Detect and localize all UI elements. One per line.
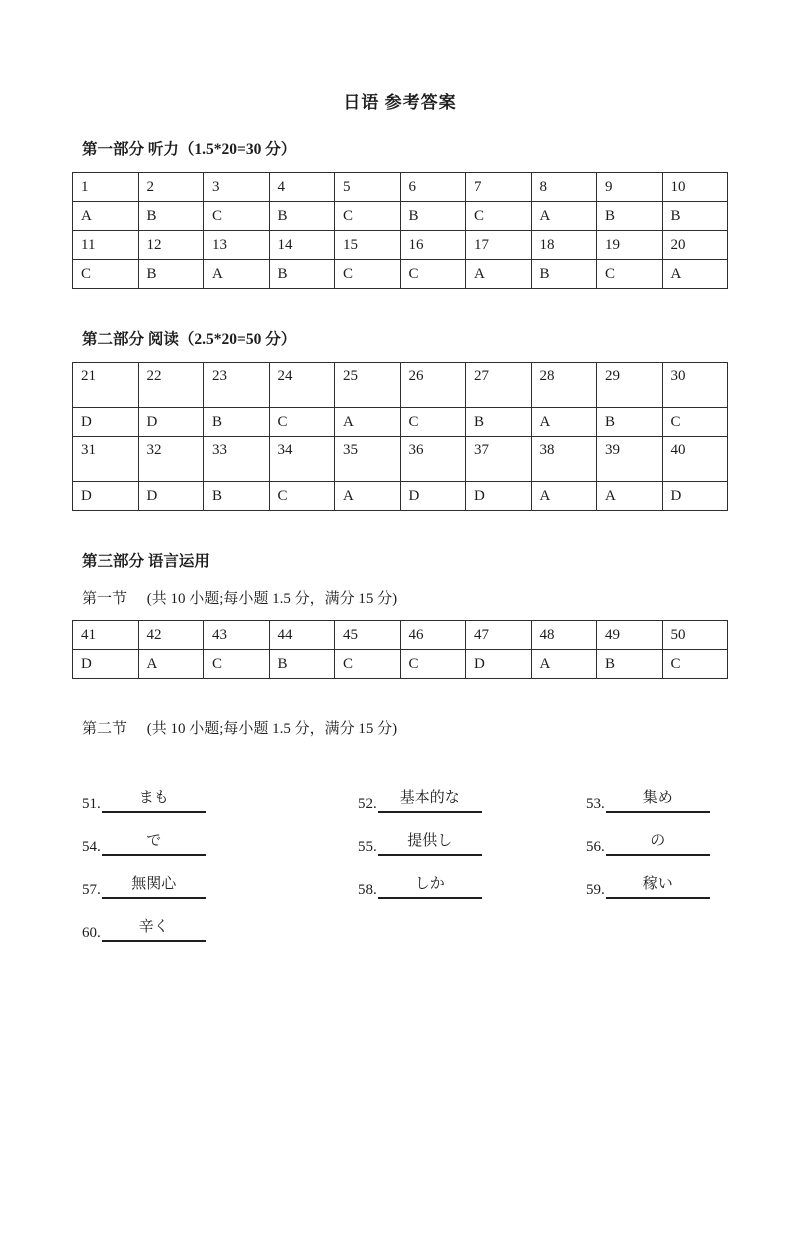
answer-cell: A (531, 482, 597, 511)
answer-cell: 35 (335, 437, 401, 482)
answer-cell: C (335, 202, 401, 231)
fill-in-item (358, 829, 586, 856)
blank-answer: 稼い (606, 872, 710, 899)
section3-heading: 第三部分 语言运用 (82, 553, 210, 570)
blank-number: 51. (82, 796, 101, 812)
fill-in-answers (82, 786, 728, 942)
answer-cell: C (662, 650, 728, 679)
answer-cell: 20 (662, 231, 728, 260)
answer-cell: 23 (204, 363, 270, 408)
table-row (73, 482, 728, 511)
answer-cell: B (597, 408, 663, 437)
answer-cell: 32 (138, 437, 204, 482)
answer-cell: A (138, 650, 204, 679)
answer-cell: 46 (400, 621, 466, 650)
blank-number: 59. (586, 882, 605, 898)
answer-cell: A (531, 650, 597, 679)
answer-cell: 2 (138, 173, 204, 202)
fill-in-item (586, 786, 728, 813)
blank-answer: 辛く (102, 915, 206, 942)
table-row (73, 260, 728, 289)
answer-cell: 6 (400, 173, 466, 202)
table-row (73, 363, 728, 408)
answer-cell: A (531, 202, 597, 231)
answer-cell: C (597, 260, 663, 289)
answer-cell: C (400, 650, 466, 679)
answer-cell: C (73, 260, 139, 289)
table-row (73, 437, 728, 482)
answer-cell: D (138, 408, 204, 437)
answer-cell: 37 (466, 437, 532, 482)
answer-cell: 48 (531, 621, 597, 650)
fill-in-item (358, 786, 586, 813)
answer-cell: D (73, 408, 139, 437)
answer-cell: 50 (662, 621, 728, 650)
blank-number: 54. (82, 839, 101, 855)
section1-heading: 第一部分 听力（1.5*20=30 分） (82, 141, 297, 158)
answer-cell: 16 (400, 231, 466, 260)
answer-cell: 7 (466, 173, 532, 202)
answer-cell: 43 (204, 621, 270, 650)
part2-label: 第二节 (82, 721, 128, 737)
blank-answer: で (102, 829, 206, 856)
blank-answer: 無関心 (102, 872, 206, 899)
answer-cell: C (269, 408, 335, 437)
blank-number: 57. (82, 882, 101, 898)
blank-answer: の (606, 829, 710, 856)
answer-cell: D (73, 482, 139, 511)
fill-in-item (82, 872, 358, 899)
answer-cell: 38 (531, 437, 597, 482)
answer-cell: D (400, 482, 466, 511)
answer-cell: 39 (597, 437, 663, 482)
answer-cell: 24 (269, 363, 335, 408)
answer-cell: B (204, 482, 270, 511)
answer-cell: 22 (138, 363, 204, 408)
answer-cell: B (204, 408, 270, 437)
answer-cell: 19 (597, 231, 663, 260)
table-row (73, 202, 728, 231)
blank-answer: 提供し (378, 829, 482, 856)
answer-cell: A (466, 260, 532, 289)
answer-cell: C (335, 260, 401, 289)
answer-cell: 18 (531, 231, 597, 260)
answer-cell: A (73, 202, 139, 231)
language-use-answer-table (72, 620, 728, 679)
blank-number: 52. (358, 796, 377, 812)
answer-cell: D (466, 482, 532, 511)
part1-label: 第一节 (82, 591, 128, 607)
answer-cell: 25 (335, 363, 401, 408)
table-row (73, 621, 728, 650)
answer-cell: 41 (73, 621, 139, 650)
answer-cell: 17 (466, 231, 532, 260)
answer-cell: 8 (531, 173, 597, 202)
answer-cell: C (466, 202, 532, 231)
answer-cell: 5 (335, 173, 401, 202)
answer-cell: 26 (400, 363, 466, 408)
answer-cell: 3 (204, 173, 270, 202)
blank-answer: しか (378, 872, 482, 899)
answer-cell: D (138, 482, 204, 511)
answer-cell: 49 (597, 621, 663, 650)
answer-cell: A (335, 408, 401, 437)
answer-cell: 47 (466, 621, 532, 650)
answer-cell: B (269, 650, 335, 679)
answer-cell: B (138, 260, 204, 289)
part1-note: (共 10 小题;每小题 1.5 分，满分 15 分) (146, 591, 398, 607)
answer-cell: 29 (597, 363, 663, 408)
answer-cell: C (204, 650, 270, 679)
fill-in-item (82, 915, 358, 942)
answer-cell: 40 (662, 437, 728, 482)
answer-cell: 1 (73, 173, 139, 202)
answer-cell: 12 (138, 231, 204, 260)
answer-cell: B (597, 202, 663, 231)
answer-cell: 28 (531, 363, 597, 408)
answer-cell: 34 (269, 437, 335, 482)
answer-cell: B (531, 260, 597, 289)
answer-cell: 31 (73, 437, 139, 482)
answer-cell: C (204, 202, 270, 231)
blank-number: 58. (358, 882, 377, 898)
answer-cell: 14 (269, 231, 335, 260)
answer-cell: 42 (138, 621, 204, 650)
answer-cell: A (204, 260, 270, 289)
section2-heading: 第二部分 阅读（2.5*20=50 分） (82, 331, 297, 348)
blank-number: 53. (586, 796, 605, 812)
answer-cell: A (335, 482, 401, 511)
answer-cell: 21 (73, 363, 139, 408)
fill-in-item (82, 786, 358, 813)
listening-answer-table (72, 172, 728, 289)
answer-cell: 44 (269, 621, 335, 650)
fill-in-item (586, 872, 728, 899)
answer-cell: D (73, 650, 139, 679)
section3-part1-line (82, 587, 728, 608)
blank-number: 55. (358, 839, 377, 855)
blank-number: 60. (82, 925, 101, 941)
section3-part2-line (82, 717, 728, 738)
fill-in-item (82, 829, 358, 856)
answer-cell: B (269, 202, 335, 231)
table-row (73, 650, 728, 679)
answer-cell: 30 (662, 363, 728, 408)
answer-cell: C (269, 482, 335, 511)
answer-cell: C (662, 408, 728, 437)
answer-cell: 4 (269, 173, 335, 202)
table-row (73, 173, 728, 202)
blank-answer: まも (102, 786, 206, 813)
table-row (73, 408, 728, 437)
fill-in-item (586, 829, 728, 856)
answer-cell: 9 (597, 173, 663, 202)
answer-cell: B (662, 202, 728, 231)
answer-cell: B (597, 650, 663, 679)
answer-cell: C (335, 650, 401, 679)
blank-answer: 基本的な (378, 786, 482, 813)
answer-cell: C (400, 260, 466, 289)
answer-cell: 13 (204, 231, 270, 260)
blank-number: 56. (586, 839, 605, 855)
answer-cell: A (662, 260, 728, 289)
answer-cell: A (597, 482, 663, 511)
reading-answer-table (72, 362, 728, 511)
table-row (73, 231, 728, 260)
document-title: 日语 参考答案 (343, 93, 457, 112)
answer-cell: B (400, 202, 466, 231)
part2-note: (共 10 小题;每小题 1.5 分，满分 15 分) (146, 721, 398, 737)
answer-cell: 27 (466, 363, 532, 408)
answer-cell: 33 (204, 437, 270, 482)
answer-cell: 15 (335, 231, 401, 260)
answer-cell: B (269, 260, 335, 289)
blank-answer: 集め (606, 786, 710, 813)
answer-cell: 11 (73, 231, 139, 260)
answer-cell: B (466, 408, 532, 437)
answer-cell: 10 (662, 173, 728, 202)
answer-cell: 36 (400, 437, 466, 482)
answer-cell: D (466, 650, 532, 679)
answer-cell: C (400, 408, 466, 437)
answer-cell: 45 (335, 621, 401, 650)
answer-cell: B (138, 202, 204, 231)
fill-in-item (358, 872, 586, 899)
answer-cell: A (531, 408, 597, 437)
answer-cell: D (662, 482, 728, 511)
